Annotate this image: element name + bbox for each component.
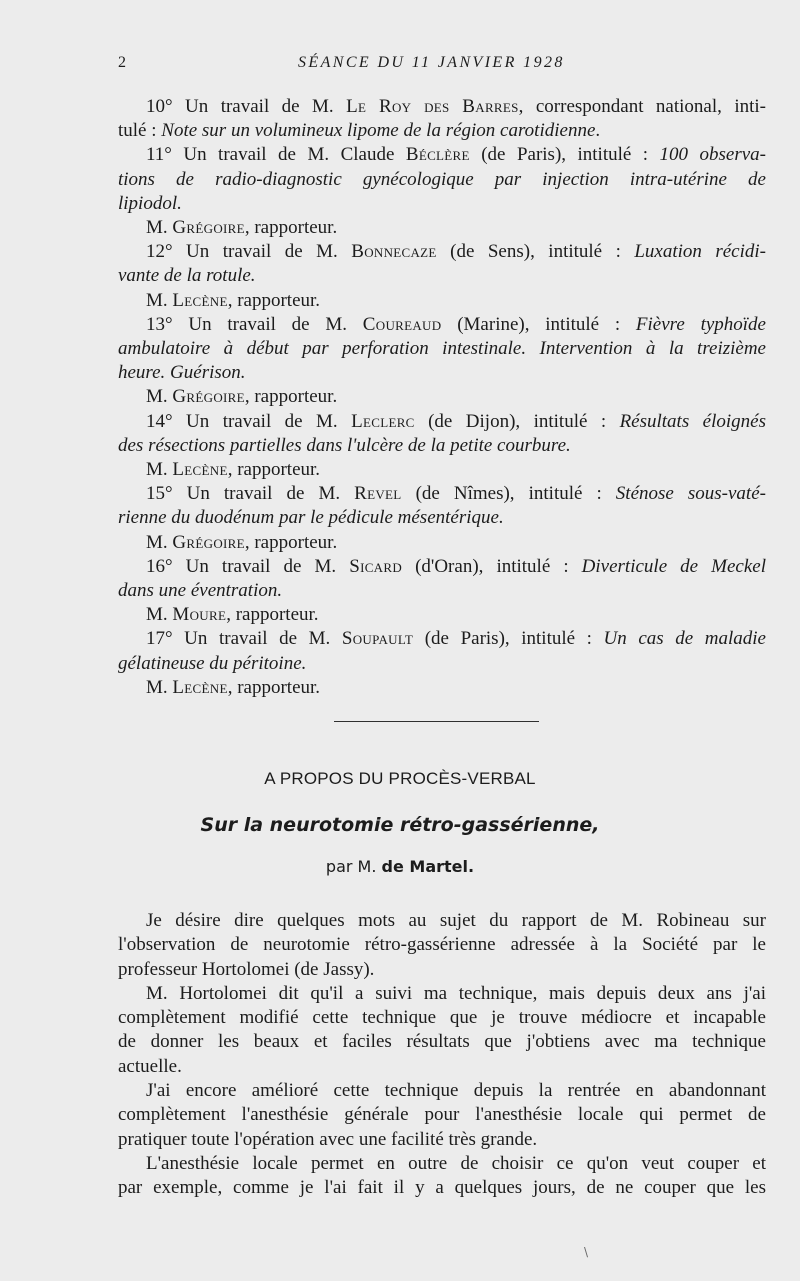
text-line: L'anesthésie locale permet en outre de choisir ce qu'on veut couper et xyxy=(146,1152,766,1174)
work-title: Un cas de maladie xyxy=(603,628,766,650)
text-line xyxy=(90,652,766,676)
text-run: 11° Un travail de M. Claude xyxy=(146,144,406,166)
text-line xyxy=(118,482,766,506)
text-line xyxy=(90,192,766,216)
list-item xyxy=(118,676,766,700)
work-title: gélatineuse du péritoine. xyxy=(118,652,307,674)
text-line xyxy=(90,119,766,143)
text-line: J'ai encore amélioré cette technique depuis la rentrée en abandonnant xyxy=(146,1080,766,1102)
page-header xyxy=(118,54,766,78)
text-line xyxy=(118,458,766,482)
text-line xyxy=(118,289,766,313)
text-run: (d'Oran), intitulé : xyxy=(402,555,582,577)
list-item xyxy=(118,603,766,627)
list-item xyxy=(118,627,766,675)
text-line xyxy=(90,579,766,603)
section-divider xyxy=(334,721,539,722)
text-run: 12° Un travail de M. xyxy=(146,241,352,263)
author-surname: Le Roy des Barres xyxy=(346,96,519,117)
work-title: dans une éventration. xyxy=(118,580,283,602)
list-item xyxy=(118,240,766,288)
text-run: M. xyxy=(146,289,173,311)
list-item xyxy=(118,555,766,603)
text-run: 16° Un travail de M. xyxy=(146,555,350,577)
byline-prefix: par M. xyxy=(325,857,382,876)
text-line xyxy=(90,434,766,458)
body-paragraph xyxy=(118,982,766,1079)
text-run: (de Paris), intitulé : xyxy=(469,144,660,166)
work-title: Luxation récidi- xyxy=(634,241,766,263)
page-number: 2 xyxy=(118,54,127,71)
author-surname: Béclère xyxy=(405,144,470,166)
submissions-list xyxy=(118,95,766,700)
text-line xyxy=(118,627,766,651)
text-line: professeur Hortolomei (de Jassy). xyxy=(118,958,375,980)
text-line: M. Hortolomei dit qu'il a suivi ma technique, mais depuis deux ans j'ai xyxy=(146,982,766,1004)
text-line xyxy=(118,531,766,555)
text-line: Je désire dire quelques mots au sujet du rapport de M. Robineau sur xyxy=(146,910,766,931)
text-line: complètement l'anesthésie générale pour l'anesthésie locale qui permet de xyxy=(118,1104,766,1126)
work-title: Note sur un volumineux lipome de la région carotidienne xyxy=(161,120,596,142)
list-item xyxy=(118,95,766,143)
author-surname: Sicard xyxy=(349,555,403,577)
text-run: M. xyxy=(146,386,173,408)
text-line xyxy=(90,361,766,385)
author-surname: Grégoire xyxy=(172,531,245,553)
text-line xyxy=(118,95,766,119)
work-title: Diverticule de Meckel xyxy=(581,555,767,577)
text-line xyxy=(118,216,766,240)
text-line xyxy=(118,603,766,627)
list-item xyxy=(118,482,766,530)
text-run: M. xyxy=(146,676,173,698)
text-run: M. xyxy=(146,531,173,553)
text-run: 14° Un travail de M. xyxy=(146,410,352,432)
work-title: tions de radio-diagnostic gynécologique par injection intra-utérine de xyxy=(118,168,766,190)
author-surname: Lecène xyxy=(172,459,228,481)
text-run: (de Sens), intitulé : xyxy=(436,241,635,263)
list-item xyxy=(118,289,766,313)
text-run: 15° Un travail de M. xyxy=(146,483,355,505)
text-line: pratiquer toute l'opération avec une facilité très grande. xyxy=(118,1128,538,1150)
byline xyxy=(0,857,800,876)
text-run: . xyxy=(595,120,601,142)
scan-mark: \ xyxy=(584,1245,589,1259)
author-surname: Lecène xyxy=(172,289,228,311)
list-item xyxy=(118,143,766,216)
body-paragraph xyxy=(118,1152,766,1201)
work-title: heure. Guérison. xyxy=(118,362,246,384)
author-surname: Leclerc xyxy=(351,410,415,432)
author-surname: Revel xyxy=(354,483,402,505)
text-run: , rapporteur. xyxy=(226,604,319,626)
running-title: SÉANCE DU 11 JANVIER 1928 xyxy=(298,54,565,71)
text-run: , rapporteur. xyxy=(244,217,338,239)
text-line xyxy=(118,240,766,264)
work-title: Résultats éloignés xyxy=(619,410,766,432)
text-run: , rapporteur. xyxy=(227,459,321,481)
body-paragraph xyxy=(118,1079,766,1152)
text-run: , correspondant national, inti- xyxy=(518,96,766,117)
text-line: par exemple, comme je l'ai fait il y a quelques jours, de ne couper que les xyxy=(118,1177,766,1199)
text-line: l'observation de neurotomie rétro-gassérienne adressée à la Société par le xyxy=(118,934,766,956)
text-run: 17° Un travail de M. xyxy=(146,628,342,650)
text-run: , rapporteur. xyxy=(244,531,338,553)
work-title: Sténose sous-vaté- xyxy=(615,483,766,505)
text-line: complètement modifié cette technique que je trouve médiocre et incapable xyxy=(118,1007,766,1029)
text-run: (de Dijon), intitulé : xyxy=(414,410,620,432)
text-run: tulé : xyxy=(118,120,162,142)
author-surname: Soupault xyxy=(341,628,414,650)
text-run: , rapporteur. xyxy=(244,386,338,408)
work-title: 100 observa- xyxy=(659,144,766,166)
author-surname: Lecène xyxy=(172,676,228,698)
list-item xyxy=(118,531,766,555)
list-item xyxy=(118,410,766,458)
text-run: (de Paris), intitulé : xyxy=(413,628,604,650)
text-run: (de Nîmes), intitulé : xyxy=(401,483,616,505)
text-line xyxy=(90,168,766,192)
text-line xyxy=(90,337,766,361)
text-run: 10° Un travail de M. xyxy=(146,96,347,117)
author-surname: Coureaud xyxy=(362,313,442,335)
text-line xyxy=(118,385,766,409)
work-title: lipiodol. xyxy=(118,192,182,214)
list-item xyxy=(118,458,766,482)
text-line xyxy=(90,264,766,288)
text-run: 13° Un travail de M. xyxy=(146,313,363,335)
section-title: A PROPOS DU PROCÈS-VERBAL xyxy=(264,769,536,788)
text-run: M. xyxy=(146,459,173,481)
work-title: ambulatoire à début par perforation intestinale. Intervention à la treizième xyxy=(118,338,766,360)
text-line xyxy=(90,506,766,530)
text-run: M. xyxy=(146,217,173,239)
list-item xyxy=(118,313,766,386)
text-run: M. xyxy=(146,604,173,626)
author-surname: Bonnecaze xyxy=(351,241,437,263)
list-item xyxy=(118,216,766,240)
work-title: vante de la rotule. xyxy=(118,265,256,287)
text-line xyxy=(118,676,766,700)
text-line xyxy=(118,143,766,167)
text-line: de donner les beaux et faciles résultats que j'obtiens avec ma technique xyxy=(118,1031,766,1053)
text-line: actuelle. xyxy=(118,1055,182,1077)
body-paragraph xyxy=(118,909,766,982)
author-surname: Grégoire xyxy=(172,386,245,408)
text-run: , rapporteur. xyxy=(227,676,321,698)
text-run: (Marine), intitulé : xyxy=(441,313,636,335)
article-title: Sur la neurotomie rétro-gassérienne, xyxy=(200,814,600,836)
text-line xyxy=(118,555,766,579)
author-surname: Moure xyxy=(172,604,227,626)
text-line xyxy=(118,410,766,434)
text-line xyxy=(118,313,766,337)
text-run: , rapporteur. xyxy=(227,289,321,311)
list-item xyxy=(118,385,766,409)
work-title: rienne du duodénum par le pédicule mésentérique. xyxy=(118,507,504,529)
article-body xyxy=(118,909,766,1201)
work-title: Fièvre typhoïde xyxy=(635,313,766,335)
author-name: de Martel. xyxy=(381,857,475,876)
work-title: des résections partielles dans l'ulcère de la petite courbure. xyxy=(118,434,571,456)
author-surname: Grégoire xyxy=(172,217,245,239)
